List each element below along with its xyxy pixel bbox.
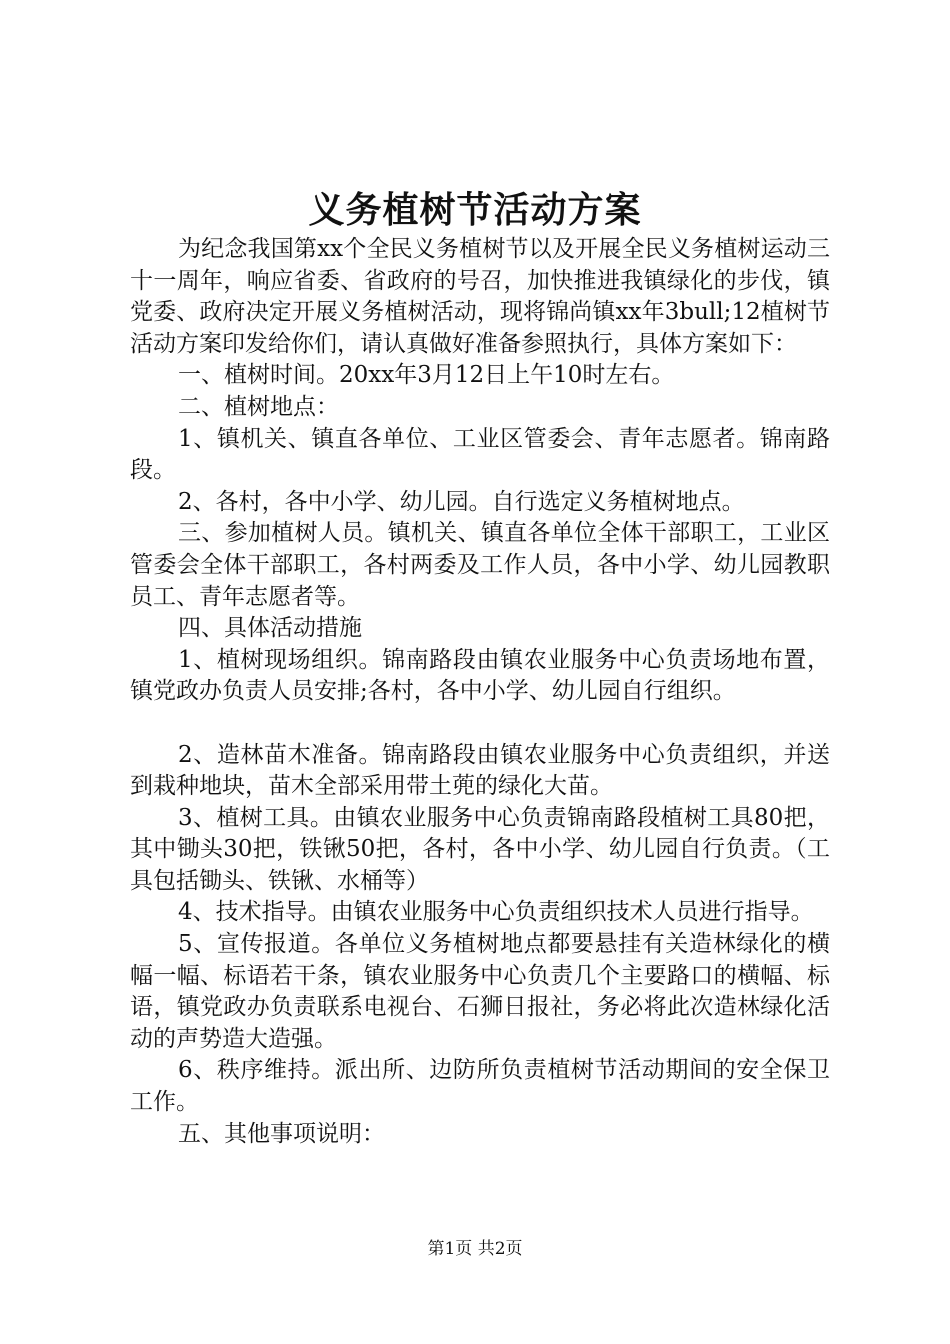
paragraph-gap: [130, 708, 830, 740]
section-other-heading: 五、其他事项说明：: [178, 1120, 385, 1147]
page-number: 第1页 共2页: [427, 1239, 523, 1259]
location-item-1: 1、镇机关、镇直各单位、工业区管委会、青年志愿者。锦南路段。: [130, 425, 830, 484]
measure-item-6: 6、秩序维持。派出所、边防所负责植树节活动期间的安全保卫工作。: [130, 1057, 830, 1116]
measure-item-2: 2、造林苗木准备。锦南路段由镇农业服务中心负责组织，并送到栽种地块，苗木全部采用带土蔸的绿化大苗。: [130, 741, 830, 800]
section-participants: 三、参加植树人员。镇机关、镇直各单位全体干部职工，工业区管委会全体干部职工，各村两委及工作人员，各中小学、幼儿园教职员工、青年志愿者等。: [130, 520, 830, 610]
location-item-2: 2、各村，各中小学、幼儿园。自行选定义务植树地点。: [178, 488, 745, 515]
document-title: 义务植树节活动方案: [308, 189, 642, 231]
section-location-heading: 二、植树地点：: [178, 393, 339, 420]
measure-item-4: 4、技术指导。由镇农业服务中心负责组织技术人员进行指导。: [178, 899, 814, 926]
section-time: 一、植树时间。20xx年3月12日上午10时左右。: [178, 362, 675, 389]
measure-item-3: 3、植树工具。由镇农业服务中心负责锦南路段植树工具80把，其中锄头30把，铁锹50把，各村，各中小学、幼儿园自行负责。（工具包括锄头、铁锹、水桶等）: [130, 804, 830, 894]
document-body: [130, 234, 830, 1150]
measure-item-1: 1、植树现场组织。锦南路段由镇农业服务中心负责场地布置，镇党政办负责人员安排;各村，各中小学、幼儿园自行组织。: [130, 646, 830, 705]
measure-item-5: 5、宣传报道。各单位义务植树地点都要悬挂有关造林绿化的横幅一幅、标语若干条，镇农业服务中心负责几个主要路口的横幅、标语，镇党政办负责联系电视台、石狮日报社，务必将此次造林绿化活动的声势造大造强。: [130, 931, 830, 1052]
intro-paragraph: 为纪念我国第xx个全民义务植树节以及开展全民义务植树运动三十一周年，响应省委、省政府的号召，加快推进我镇绿化的步伐，镇党委、政府决定开展义务植树活动，现将锦尚镇xx年3bull;12植树节活动方案印发给你们，请认真做好准备参照执行，具体方案如下：: [130, 236, 830, 357]
section-measures-heading: 四、具体活动措施: [178, 615, 362, 642]
